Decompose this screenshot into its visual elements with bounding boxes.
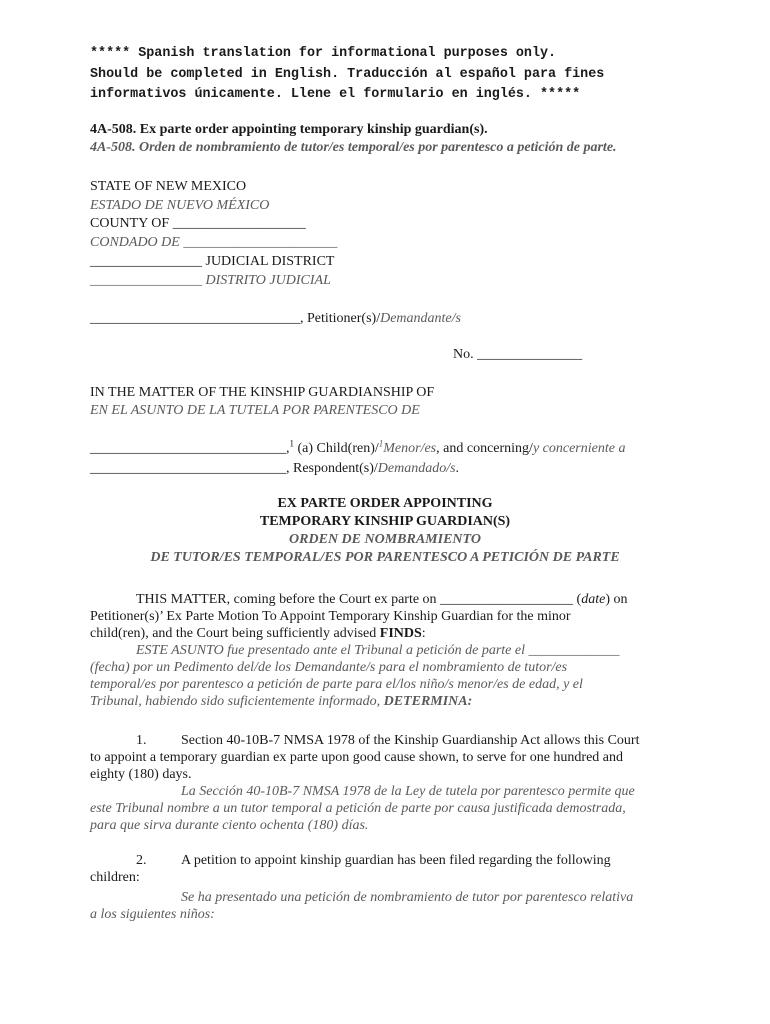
intro-en-1-b: ) on — [605, 592, 628, 607]
state-en: STATE OF NEW MEXICO — [90, 179, 247, 194]
child-blank: ____________________________ — [90, 441, 286, 456]
item2-en-2: children: — [90, 870, 140, 885]
intro-date-label: date — [581, 592, 606, 607]
intro-es-1: ESTE ASUNTO fue presentado ante el Tribunal a petición de parte el _____________ — [136, 643, 620, 658]
translation-notice — [90, 44, 710, 106]
case-number: No. _______________ — [453, 347, 583, 362]
intro-en-1 — [136, 591, 628, 609]
item1-en-3: eighty (180) days. — [90, 767, 192, 782]
child-label-es: Menor/es — [383, 441, 437, 456]
petitioner-blank: ______________________________ — [90, 311, 300, 326]
form-title-en: 4A-508. Ex parte order appointing temporary kinship guardian(s). — [90, 122, 488, 137]
judicial-district-es — [90, 272, 331, 290]
intro-es-2: (fecha) por un Pedimento del/de los Demandante/s para el nombramiento de tutor/es — [90, 660, 568, 675]
respondent-blank: ____________________________ — [90, 461, 286, 476]
order-title-en-1: EX PARTE ORDER APPOINTING — [277, 496, 493, 511]
notice-line-1: ***** Spanish translation for informational purposes only. — [90, 46, 557, 61]
intro-es-4-a: Tribunal, habiendo sido suficientemente informado, — [90, 694, 384, 709]
intro-determina: DETERMINA: — [383, 694, 473, 709]
item1-en-2: to appoint a temporary guardian ex parte upon good cause shown, to serve for one hundred and — [90, 750, 624, 765]
district-blank: ________________ — [90, 254, 202, 269]
county-es: CONDADO DE ______________________ — [90, 235, 338, 250]
petitioner-label-es: Demandante/s — [380, 311, 461, 326]
form-title-es: 4A-508. Orden de nombramiento de tutor/es temporal/es por parentesco a petición de parte. — [90, 140, 617, 155]
respondent-label-en: , Respondent(s)/ — [286, 461, 378, 476]
intro-en-2: Petitioner(s)’ Ex Parte Motion To Appoint Temporary Kinship Guardian for the minor — [90, 609, 571, 624]
child-line: ____________________________,$^1$ (a) Child(ren)/$^1$Menor/es, and concerning/y concerniente a — [90, 438, 626, 456]
petitioner-line — [90, 310, 461, 328]
matter-es: EN EL ASUNTO DE LA TUTELA POR PARENTESCO DE — [90, 403, 420, 418]
intro-finds: FINDS — [379, 626, 422, 641]
notice-line-2: Should be completed in English. Traducción al español para fines — [90, 66, 605, 82]
concerning-es: y concerniente a — [532, 441, 626, 456]
district-blank-es: ________________ — [90, 273, 202, 288]
concerning-en: , and concerning/ — [436, 441, 533, 456]
item2-en-1: A petition to appoint kinship guardian has been filed regarding the following — [181, 853, 611, 868]
item1-number: 1. — [136, 733, 147, 748]
item1-es-2: este Tribunal nombre a un tutor temporal a petición de parte por causa justificada demostrada, — [90, 801, 626, 816]
order-title-es-2: DE TUTOR/ES TEMPORAL/ES POR PARENTESCO A PETICIÓN DE PARTE — [150, 550, 620, 565]
county-en: COUNTY OF ___________________ — [90, 216, 306, 231]
intro-en-3-a: child(ren), and the Court being sufficiently advised — [90, 626, 380, 641]
item2-number: 2. — [136, 853, 147, 868]
district-label-en: JUDICIAL DISTRICT — [202, 254, 335, 269]
notice-line-3: informativos únicamente. Llene el formulario en inglés. ***** — [90, 87, 581, 102]
judicial-district-en — [90, 253, 334, 271]
child-label-en: (a) Child(ren)/ — [294, 441, 379, 456]
respondent-line — [90, 460, 459, 478]
order-title-es-1: ORDEN DE NOMBRAMIENTO — [289, 532, 481, 547]
matter-en: IN THE MATTER OF THE KINSHIP GUARDIANSHIP OF — [90, 385, 435, 400]
respondent-label-es: Demandado/s — [377, 461, 456, 476]
state-es: ESTADO DE NUEVO MÉXICO — [90, 198, 270, 213]
item1-en-1: Section 40-10B-7 NMSA 1978 of the Kinship Guardianship Act allows this Court — [181, 733, 640, 748]
respondent-end: . — [455, 461, 460, 476]
intro-es-3: temporal/es por parentesco a petición de parte para el/los niño/s menor/es de edad, y el — [90, 677, 583, 692]
intro-en-3 — [90, 625, 426, 643]
item1-es-1: La Sección 40-10B-7 NMSA 1978 de la Ley de tutela por parentesco permite que — [181, 784, 635, 799]
petitioner-label-en: , Petitioner(s)/ — [300, 311, 381, 326]
item2-es-1: Se ha presentado una petición de nombramiento de tutor por parentesco relativa — [181, 890, 634, 905]
footnote-ref-2: 1 — [378, 438, 384, 449]
item1-es-3: para que sirva durante ciento ochenta (180) días. — [90, 818, 369, 833]
order-title-en-2: TEMPORARY KINSHIP GUARDIAN(S) — [259, 514, 511, 529]
intro-en-1-a: THIS MATTER, coming before the Court ex parte on ___________________ ( — [136, 592, 582, 607]
footnote-ref-1: 1 — [289, 438, 294, 449]
intro-es-4 — [90, 693, 472, 711]
intro-en-3-b: : — [421, 626, 426, 641]
item2-es-2: a los siguientes niños: — [90, 907, 215, 922]
district-label-es: DISTRITO JUDICIAL — [202, 273, 331, 288]
